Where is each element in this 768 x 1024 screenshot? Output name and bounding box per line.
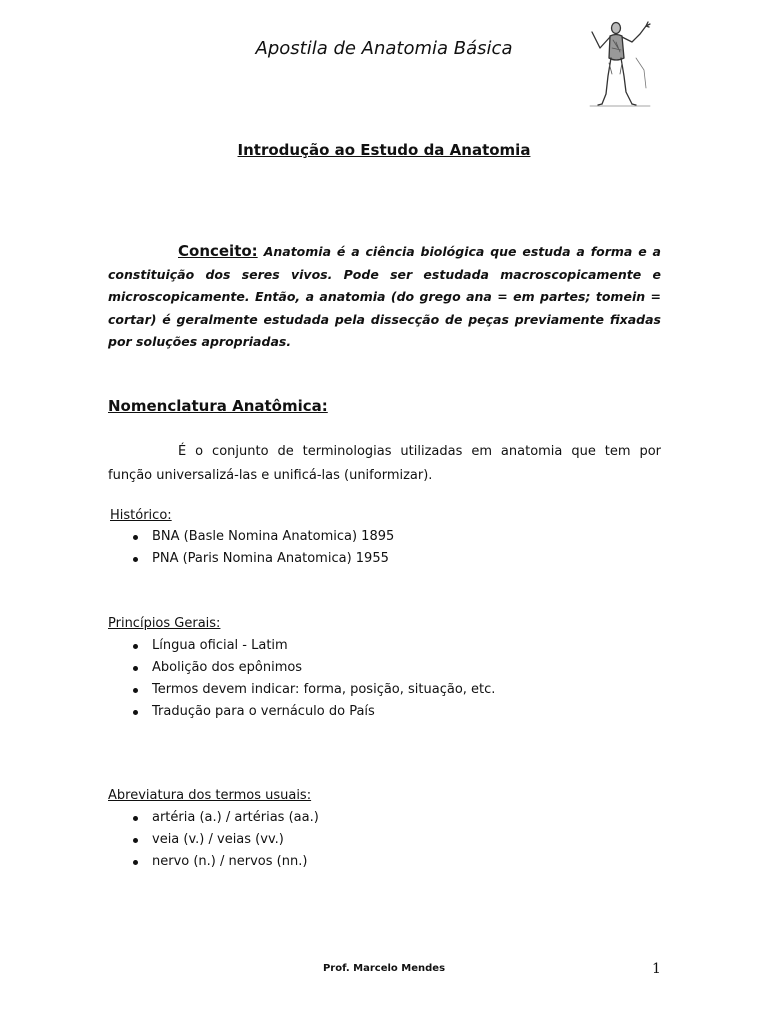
principios-heading: Princípios Gerais: bbox=[108, 616, 221, 631]
section-title: Introdução ao Estudo da Anatomia bbox=[237, 141, 531, 159]
bullet-icon bbox=[133, 535, 138, 540]
concept-label: Conceito: bbox=[178, 242, 258, 260]
list-item: veia (v.) / veias (vv.) bbox=[108, 829, 319, 851]
bullet-icon bbox=[133, 557, 138, 562]
bullet-icon bbox=[133, 688, 138, 693]
concept-paragraph bbox=[108, 240, 661, 354]
list-item: nervo (n.) / nervos (nn.) bbox=[108, 851, 319, 873]
abreviatura-list bbox=[108, 807, 319, 873]
list-item: Termos devem indicar: forma, posição, situação, etc. bbox=[108, 679, 495, 701]
list-item: artéria (a.) / artérias (aa.) bbox=[108, 807, 319, 829]
list-item: Abolição dos epônimos bbox=[108, 657, 495, 679]
anatomical-figure-illustration bbox=[588, 18, 652, 108]
nomenclature-text: É o conjunto de terminologias utilizadas em anatomia que tem por função universalizá-las e unificá-las (uniformizar). bbox=[108, 444, 661, 483]
bullet-icon bbox=[133, 666, 138, 671]
list-item: Língua oficial - Latim bbox=[108, 635, 495, 657]
document-title: Apostila de Anatomia Básica bbox=[255, 38, 513, 59]
bullet-icon bbox=[133, 710, 138, 715]
list-item: BNA (Basle Nomina Anatomica) 1895 bbox=[108, 526, 394, 548]
concept-text: Anatomia é a ciência biológica que estuda a forma e a constituição dos seres vivos. Pode ser estudada macroscopicamente e microscopicamente. Então, a anatomia (do grego ana = em partes; tomein = cortar) é geralmente estudada pela dissecção de peças previamente fixadas por soluções apropriadas. bbox=[108, 244, 661, 349]
bullet-icon bbox=[133, 838, 138, 843]
historico-heading: Histórico: bbox=[110, 508, 172, 523]
list-item: PNA (Paris Nomina Anatomica) 1955 bbox=[108, 548, 394, 570]
abreviatura-heading: Abreviatura dos termos usuais: bbox=[108, 788, 312, 803]
bullet-icon bbox=[133, 816, 138, 821]
bullet-icon bbox=[133, 644, 138, 649]
historico-list bbox=[108, 526, 394, 570]
principios-list bbox=[108, 635, 495, 723]
bullet-icon bbox=[133, 860, 138, 865]
footer-author: Prof. Marcelo Mendes bbox=[322, 963, 446, 974]
nomenclature-paragraph bbox=[108, 440, 661, 488]
nomenclature-heading: Nomenclatura Anatômica: bbox=[108, 397, 328, 415]
list-item: Tradução para o vernáculo do País bbox=[108, 701, 495, 723]
page-number: 1 bbox=[652, 961, 661, 977]
